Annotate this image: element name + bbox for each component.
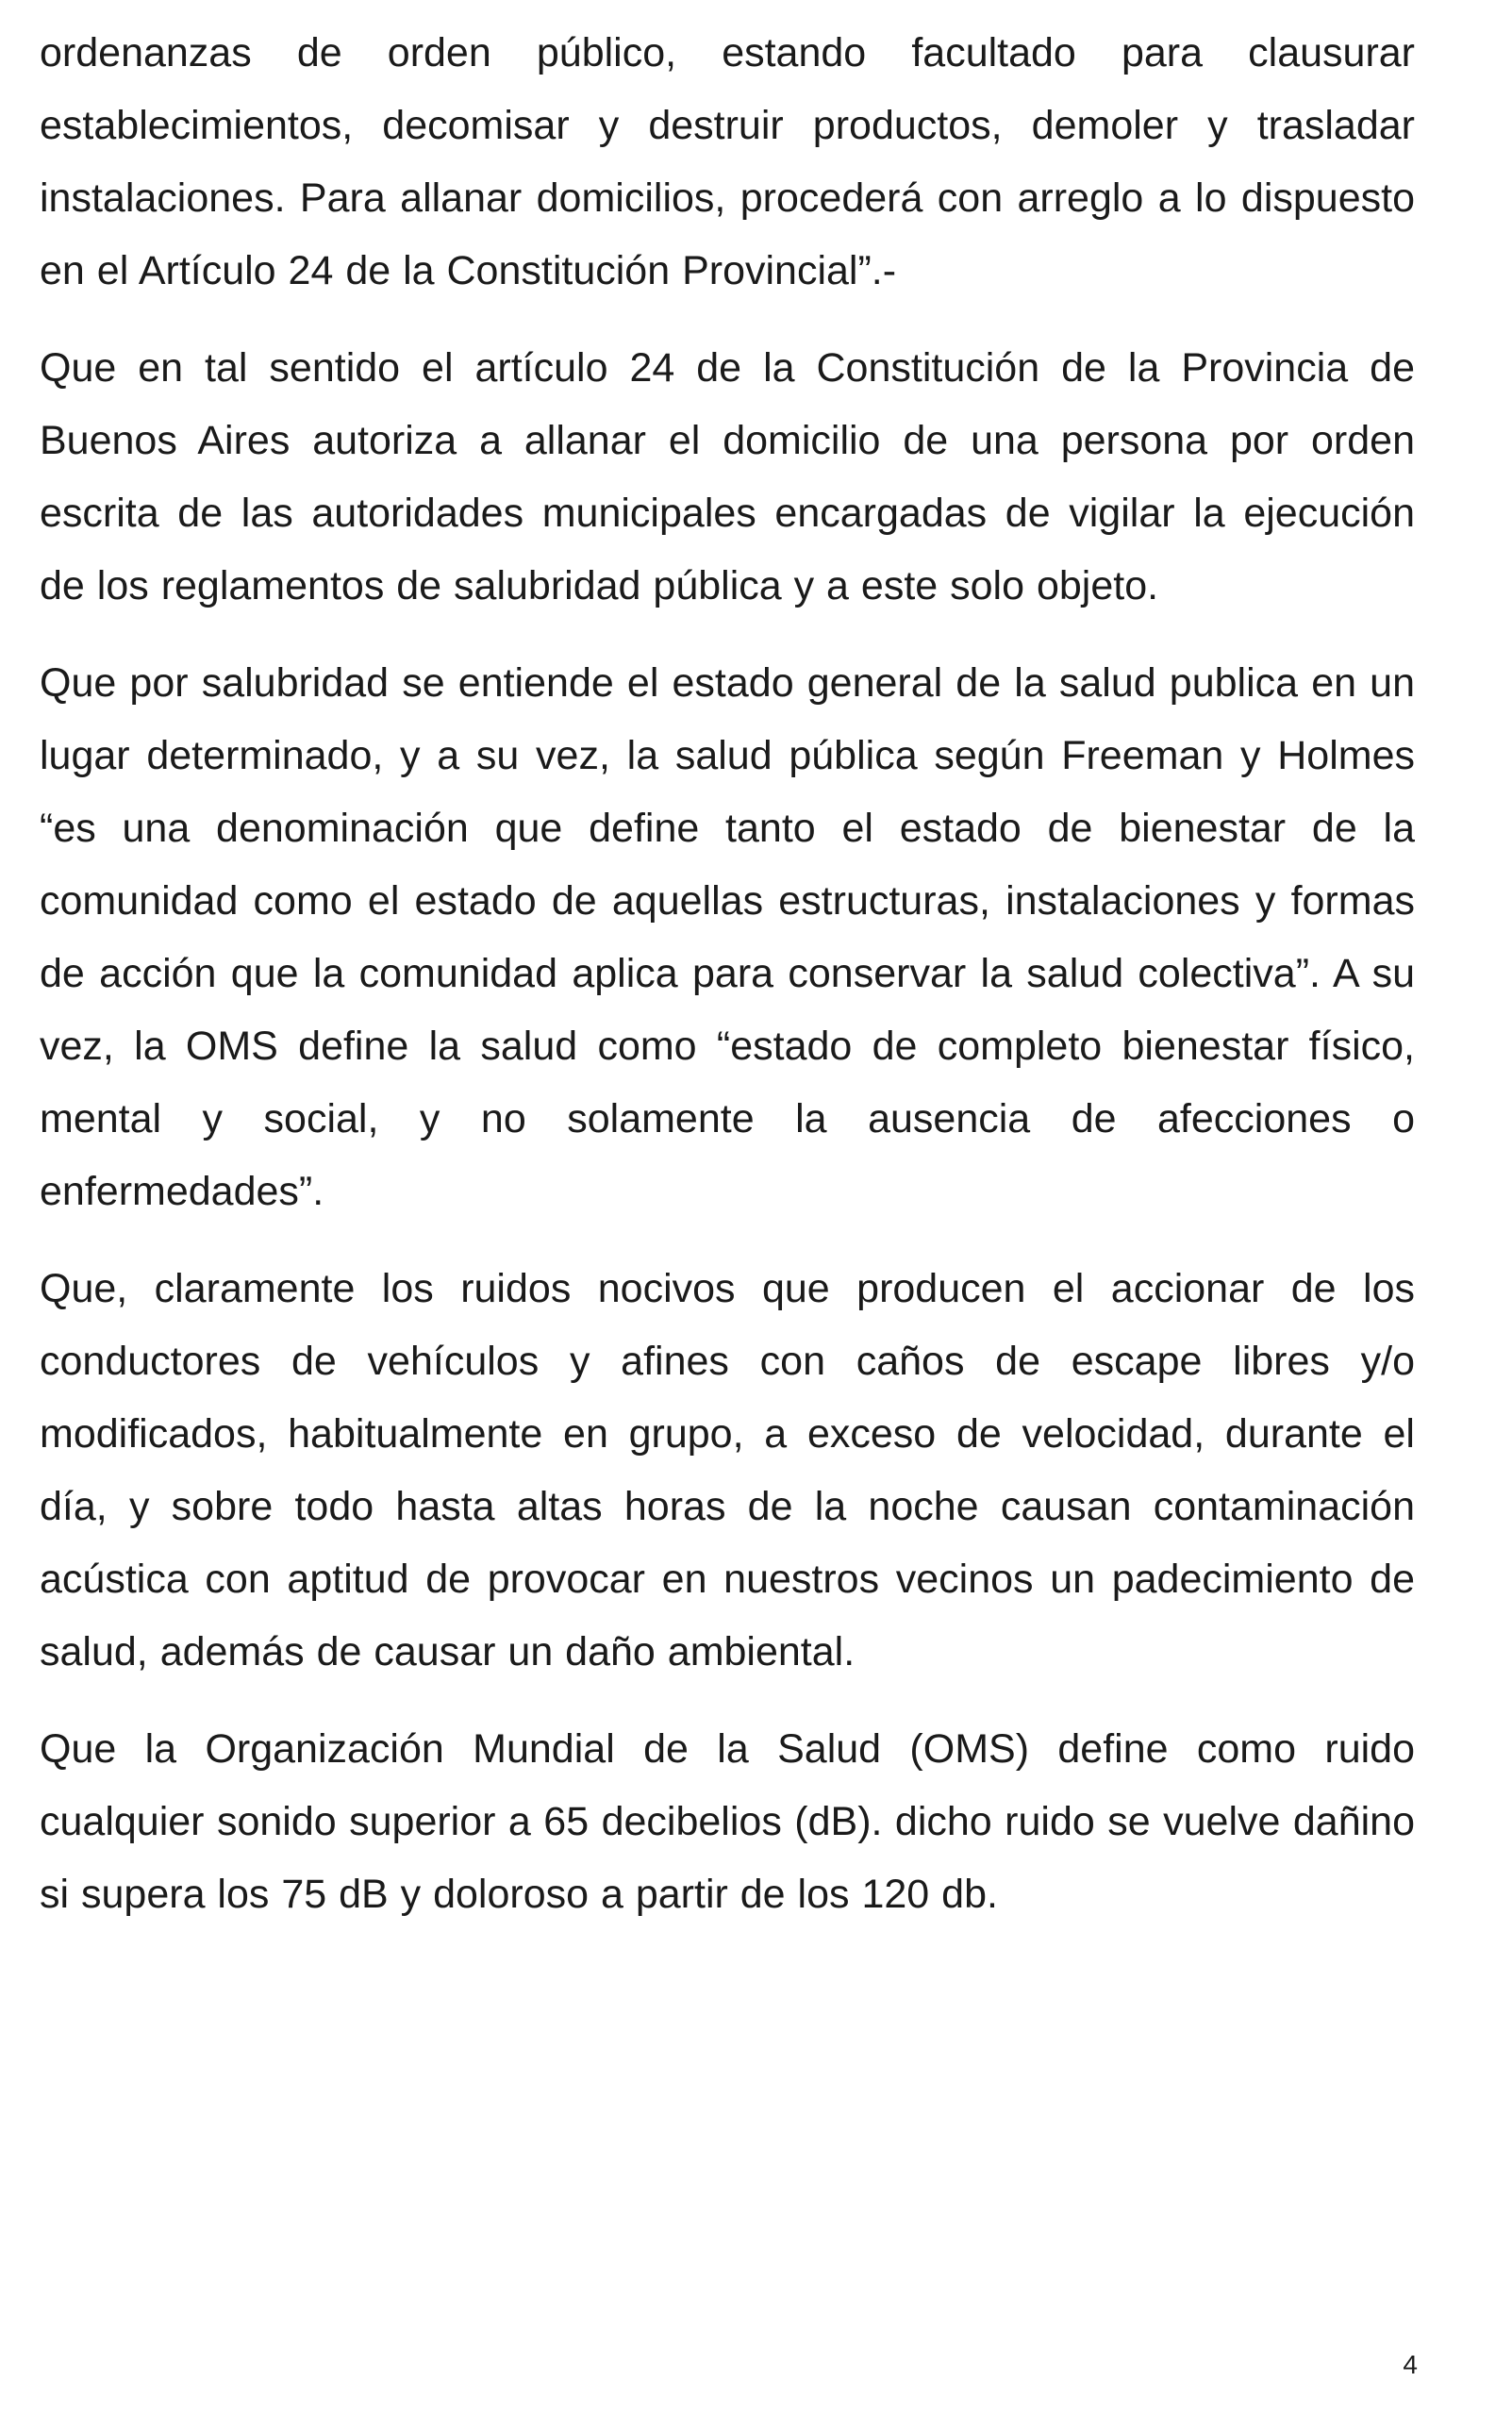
paragraph-articulo-24: Que en tal sentido el artículo 24 de la Constitución de la Provincia de Buenos Aires autoriza a allanar el domicilio de una persona por orden escrita de las autoridades municipales encargadas de vigilar la ejecución de los reglamentos de salubridad pública y a este solo objeto. [40, 345, 1415, 608]
paragraph-ruidos-nocivos: Que, claramente los ruidos nocivos que producen el accionar de los conductores de vehículos y afines con caños de escape libres y/o modificados, habitualmente en grupo, a exceso de velocidad, durante el día, y sobre todo hasta altas horas de la noche causan contaminación acústica con aptitud de provocar en nuestros vecinos un padecimiento de salud, además de causar un daño ambiental. [40, 1266, 1415, 1674]
paragraph-oms-ruido: Que la Organización Mundial de la Salud (OMS) define como ruido cualquier sonido superior a 65 decibelios (dB). dicho ruido se vuelve dañino si supera los 75 dB y doloroso a partir de los 120 db. [40, 1726, 1415, 1917]
paragraph-salubridad: Que por salubridad se entiende el estado general de la salud publica en un lugar determinado, y a su vez, la salud pública según Freeman y Holmes “es una denominación que define tanto el estado de bienestar de la comunidad como el estado de aquellas estructuras, instalaciones y formas de acción que la comunidad aplica para conservar la salud colectiva”. A su vez, la OMS define la salud como “estado de completo bienestar físico, mental y social, y no solamente la ausencia de afecciones o enfermedades”. [40, 660, 1415, 1214]
paragraph-ordenanzas: ordenanzas de orden público, estando facultado para clausurar establecimientos, decomisar y destruir productos, demoler y trasladar instalaciones. Para allanar domicilios, procederá con arreglo a lo dispuesto en el Artículo 24 de la Constitución Provincial”.- [40, 30, 1415, 293]
document-body [40, 17, 1415, 1956]
page-number: 4 [1403, 2350, 1418, 2379]
